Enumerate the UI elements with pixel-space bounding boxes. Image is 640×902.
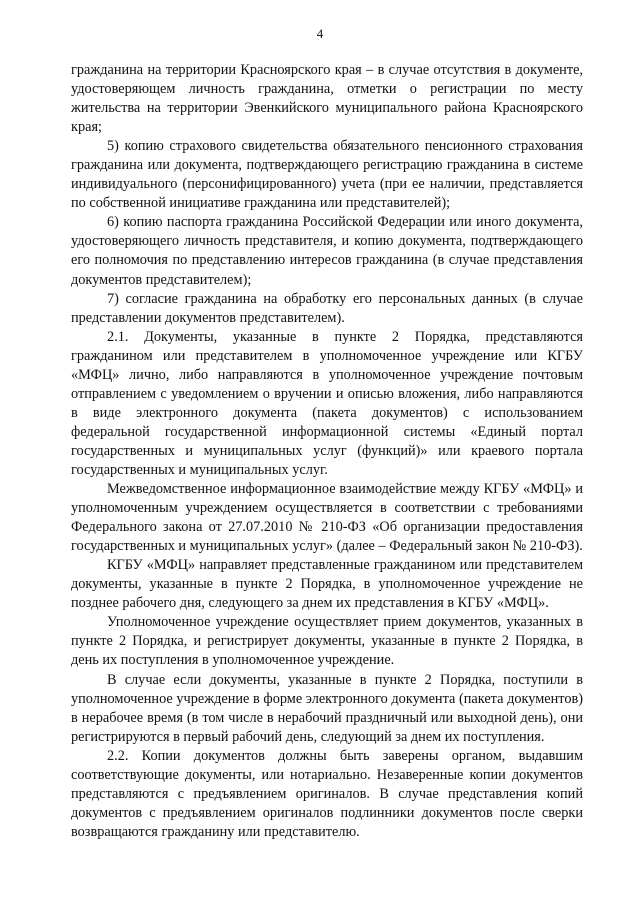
paragraph-interagency: Межведомственное информационное взаимодействие между КГБУ «МФЦ» и уполномоченным учреждением осуществляется в соответствии с требованиями Федерального закона от 27.07.2010 № 210-ФЗ «Об организации предоставления государственных и муниципальных услуг» (далее – Федеральный закон № 210-ФЗ). bbox=[71, 481, 583, 555]
paragraph-electronic-docs: В случае если документы, указанные в пункте 2 Порядка, поступили в уполномоченное учреждение в форме электронного документа (пакета документов) в нерабочее время (в том числе в нерабочий праздничный или выходной день), они регистрируются в первый рабочий день, следующий за днем их поступления. bbox=[71, 671, 583, 745]
paragraph-item-7: 7) согласие гражданина на обработку его персональных данных (в случае представлении документов представителем). bbox=[71, 290, 583, 326]
paragraph-section-2-1: 2.1. Документы, указанные в пункте 2 Порядка, представляются гражданином или представителем в уполномоченное учреждение или КГБУ «МФЦ» лично, либо направляются в уполномоченное учреждение почтовым отправлением с уведомлением о вручении и описью вложения, либо направляются в виде электронного документа (пакета документов) с использованием федеральной государственной информационной системы «Единый портал государственных и муниципальных услуг (функций)» или краевого портала государственных и муниципальных услуг. bbox=[71, 328, 583, 478]
paragraph-mfc-forwarding: КГБУ «МФЦ» направляет представленные гражданином или представителем документы, указанные в пункте 2 Порядка, в уполномоченное учреждение не позднее рабочего дня, следующего за днем их представления в КГБУ «МФЦ». bbox=[71, 557, 583, 612]
page-number: 4 bbox=[316, 26, 324, 41]
paragraph-item-5: 5) копию страхового свидетельства обязательного пенсионного страхования гражданина или документа, подтверждающего регистрацию гражданина в системе индивидуального (персонифицированного) учета (при ее наличии, представляется по собственной инициативе гражданина или представителей); bbox=[71, 138, 583, 212]
paragraph-registration: Уполномоченное учреждение осуществляет прием документов, указанных в пункте 2 Порядка, и регистрирует документы, указанные в пункте 2 Порядка, в день их поступления в уполномоченное учреждение. bbox=[71, 614, 583, 669]
paragraph-continuation: гражданина на территории Красноярского края – в случае отсутствия в документе, удостоверяющем личность гражданина, отметки о регистрации по месту жительства на территории Эвенкийского муниципального района Красноярского края; bbox=[71, 62, 583, 136]
paragraph-item-6: 6) копию паспорта гражданина Российской Федерации или иного документа, удостоверяющего личность представителя, и копию документа, подтверждающего его полномочия по представлению интересов гражданина (в случае представления документов представителем); bbox=[71, 214, 583, 288]
paragraph-section-2-2: 2.2. Копии документов должны быть заверены органом, выдавшим соответствующие документы, или нотариально. Незаверенные копии документов представляются с предъявлением оригиналов. В случае представления копий документов с предъявлением оригиналов подлинники документов после сверки возвращаются гражданину или представителю. bbox=[71, 747, 583, 840]
document-body bbox=[71, 61, 583, 842]
